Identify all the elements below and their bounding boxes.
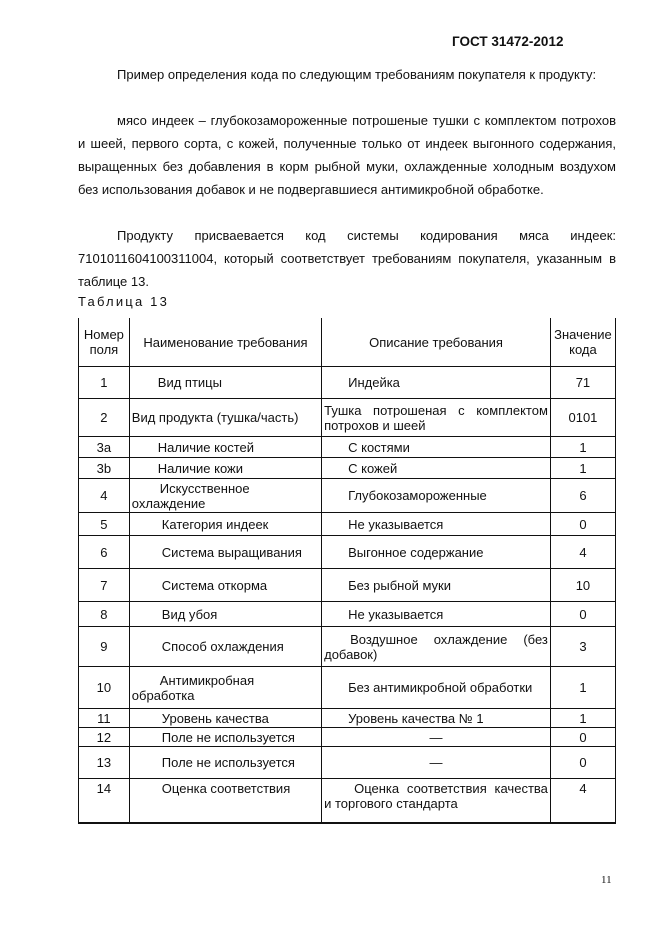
- requirement-description-cell: Уровень качества № 1: [322, 709, 551, 728]
- code-value-cell: 0: [550, 513, 615, 536]
- requirement-description-cell: Не указывается: [322, 513, 551, 536]
- table-row: [79, 399, 616, 437]
- requirement-description-cell: Воздушное охлаждение (без добавок): [322, 627, 551, 667]
- requirement-name-cell: Способ охлаждения: [129, 627, 321, 667]
- header-field-number: Номер поля: [79, 318, 130, 367]
- field-number-cell: 12: [79, 728, 130, 747]
- code-value-cell: 4: [550, 779, 615, 823]
- requirement-name-cell: Система откорма: [129, 569, 321, 602]
- requirement-name-cell: Антимикробная обработка: [129, 667, 321, 709]
- field-number-cell: 5: [79, 513, 130, 536]
- table-row: [79, 367, 616, 399]
- table-row: [79, 779, 616, 823]
- code-value-cell: 0: [550, 747, 615, 779]
- table-row: [79, 479, 616, 513]
- paragraph-intro: Пример определения кода по следующим требованиям покупателя к продукту:: [117, 67, 597, 82]
- requirement-description-cell: Без антимикробной обработки: [322, 667, 551, 709]
- table-header-row: [79, 318, 616, 367]
- field-number-cell: 13: [79, 747, 130, 779]
- requirement-description-cell: Без рыбной муки: [322, 569, 551, 602]
- field-number-cell: 4: [79, 479, 130, 513]
- field-number-cell: 3а: [79, 437, 130, 458]
- page-number: 11: [601, 874, 612, 886]
- table-row: [79, 437, 616, 458]
- code-value-cell: 1: [550, 437, 615, 458]
- requirement-description-cell: С кожей: [322, 458, 551, 479]
- field-number-cell: 6: [79, 536, 130, 569]
- table-row: [79, 667, 616, 709]
- field-number-cell: 7: [79, 569, 130, 602]
- requirement-name-cell: Вид продукта (тушка/часть): [129, 399, 321, 437]
- header-code-value: Значение кода: [550, 318, 615, 367]
- code-value-cell: 1: [550, 458, 615, 479]
- header-requirement-name: Наименование требования: [129, 318, 321, 367]
- table-caption: Таблица 13: [78, 294, 170, 309]
- field-number-cell: 10: [79, 667, 130, 709]
- code-value-cell: 3: [550, 627, 615, 667]
- requirements-table: [78, 318, 616, 824]
- field-number-cell: 3b: [79, 458, 130, 479]
- header-requirement-description: Описание требования: [322, 318, 551, 367]
- table-row: [79, 709, 616, 728]
- requirement-description-cell: Не указывается: [322, 602, 551, 627]
- table-row: [79, 602, 616, 627]
- requirement-description-cell: Глубокозамороженные: [322, 479, 551, 513]
- requirement-description-cell: —: [322, 728, 551, 747]
- field-number-cell: 9: [79, 627, 130, 667]
- requirement-description-cell: —: [322, 747, 551, 779]
- code-value-cell: 6: [550, 479, 615, 513]
- requirement-name-cell: Поле не используется: [129, 747, 321, 779]
- requirement-description-cell: Оценка соответствия качества и торгового стандарта: [322, 779, 551, 823]
- requirement-name-cell: Категория индеек: [129, 513, 321, 536]
- requirement-name-cell: Уровень качества: [129, 709, 321, 728]
- code-value-cell: 1: [550, 667, 615, 709]
- code-value-cell: 0101: [550, 399, 615, 437]
- requirement-name-cell: Система выращивания: [129, 536, 321, 569]
- table-row: [79, 513, 616, 536]
- requirement-name-cell: Искусственное охлаждение: [129, 479, 321, 513]
- requirement-name-cell: Поле не используется: [129, 728, 321, 747]
- code-value-cell: 10: [550, 569, 615, 602]
- field-number-cell: 1: [79, 367, 130, 399]
- field-number-cell: 2: [79, 399, 130, 437]
- table-row: [79, 536, 616, 569]
- code-value-cell: 4: [550, 536, 615, 569]
- table-row: [79, 569, 616, 602]
- requirement-name-cell: Оценка соответствия: [129, 779, 321, 823]
- table-row: [79, 458, 616, 479]
- requirement-description-cell: Индейка: [322, 367, 551, 399]
- paragraph-code-assignment: Продукту присваевается код системы кодирования мяса индеек: 7101011604100311004, который соответствует требованиям покупателя, указанным в таблице 13.: [78, 228, 616, 289]
- code-value-cell: 71: [550, 367, 615, 399]
- requirement-description-cell: Тушка потрошеная с комплектом потрохов и шеей: [322, 399, 551, 437]
- code-value-cell: 0: [550, 728, 615, 747]
- requirement-name-cell: Наличие костей: [129, 437, 321, 458]
- code-value-cell: 1: [550, 709, 615, 728]
- requirement-name-cell: Наличие кожи: [129, 458, 321, 479]
- field-number-cell: 8: [79, 602, 130, 627]
- table-row: [79, 728, 616, 747]
- field-number-cell: 14: [79, 779, 130, 823]
- requirement-name-cell: Вид убоя: [129, 602, 321, 627]
- paragraph-product-description: мясо индеек – глубокозамороженные потрошеные тушки с комплектом потрохов и шеей, первого сорта, с кожей, полученные только от индеек выгонного содержания, выращенных без добавления в корм рыбной муки, охлажденные холодным воздухом без использования добавок и не подвергавшиеся антимикробной обработке.: [78, 113, 616, 197]
- requirement-description-cell: Выгонное содержание: [322, 536, 551, 569]
- requirement-name-cell: Вид птицы: [129, 367, 321, 399]
- table-row: [79, 627, 616, 667]
- table-row: [79, 747, 616, 779]
- standard-header: ГОСТ 31472-2012: [452, 34, 564, 49]
- code-value-cell: 0: [550, 602, 615, 627]
- requirement-description-cell: С костями: [322, 437, 551, 458]
- field-number-cell: 11: [79, 709, 130, 728]
